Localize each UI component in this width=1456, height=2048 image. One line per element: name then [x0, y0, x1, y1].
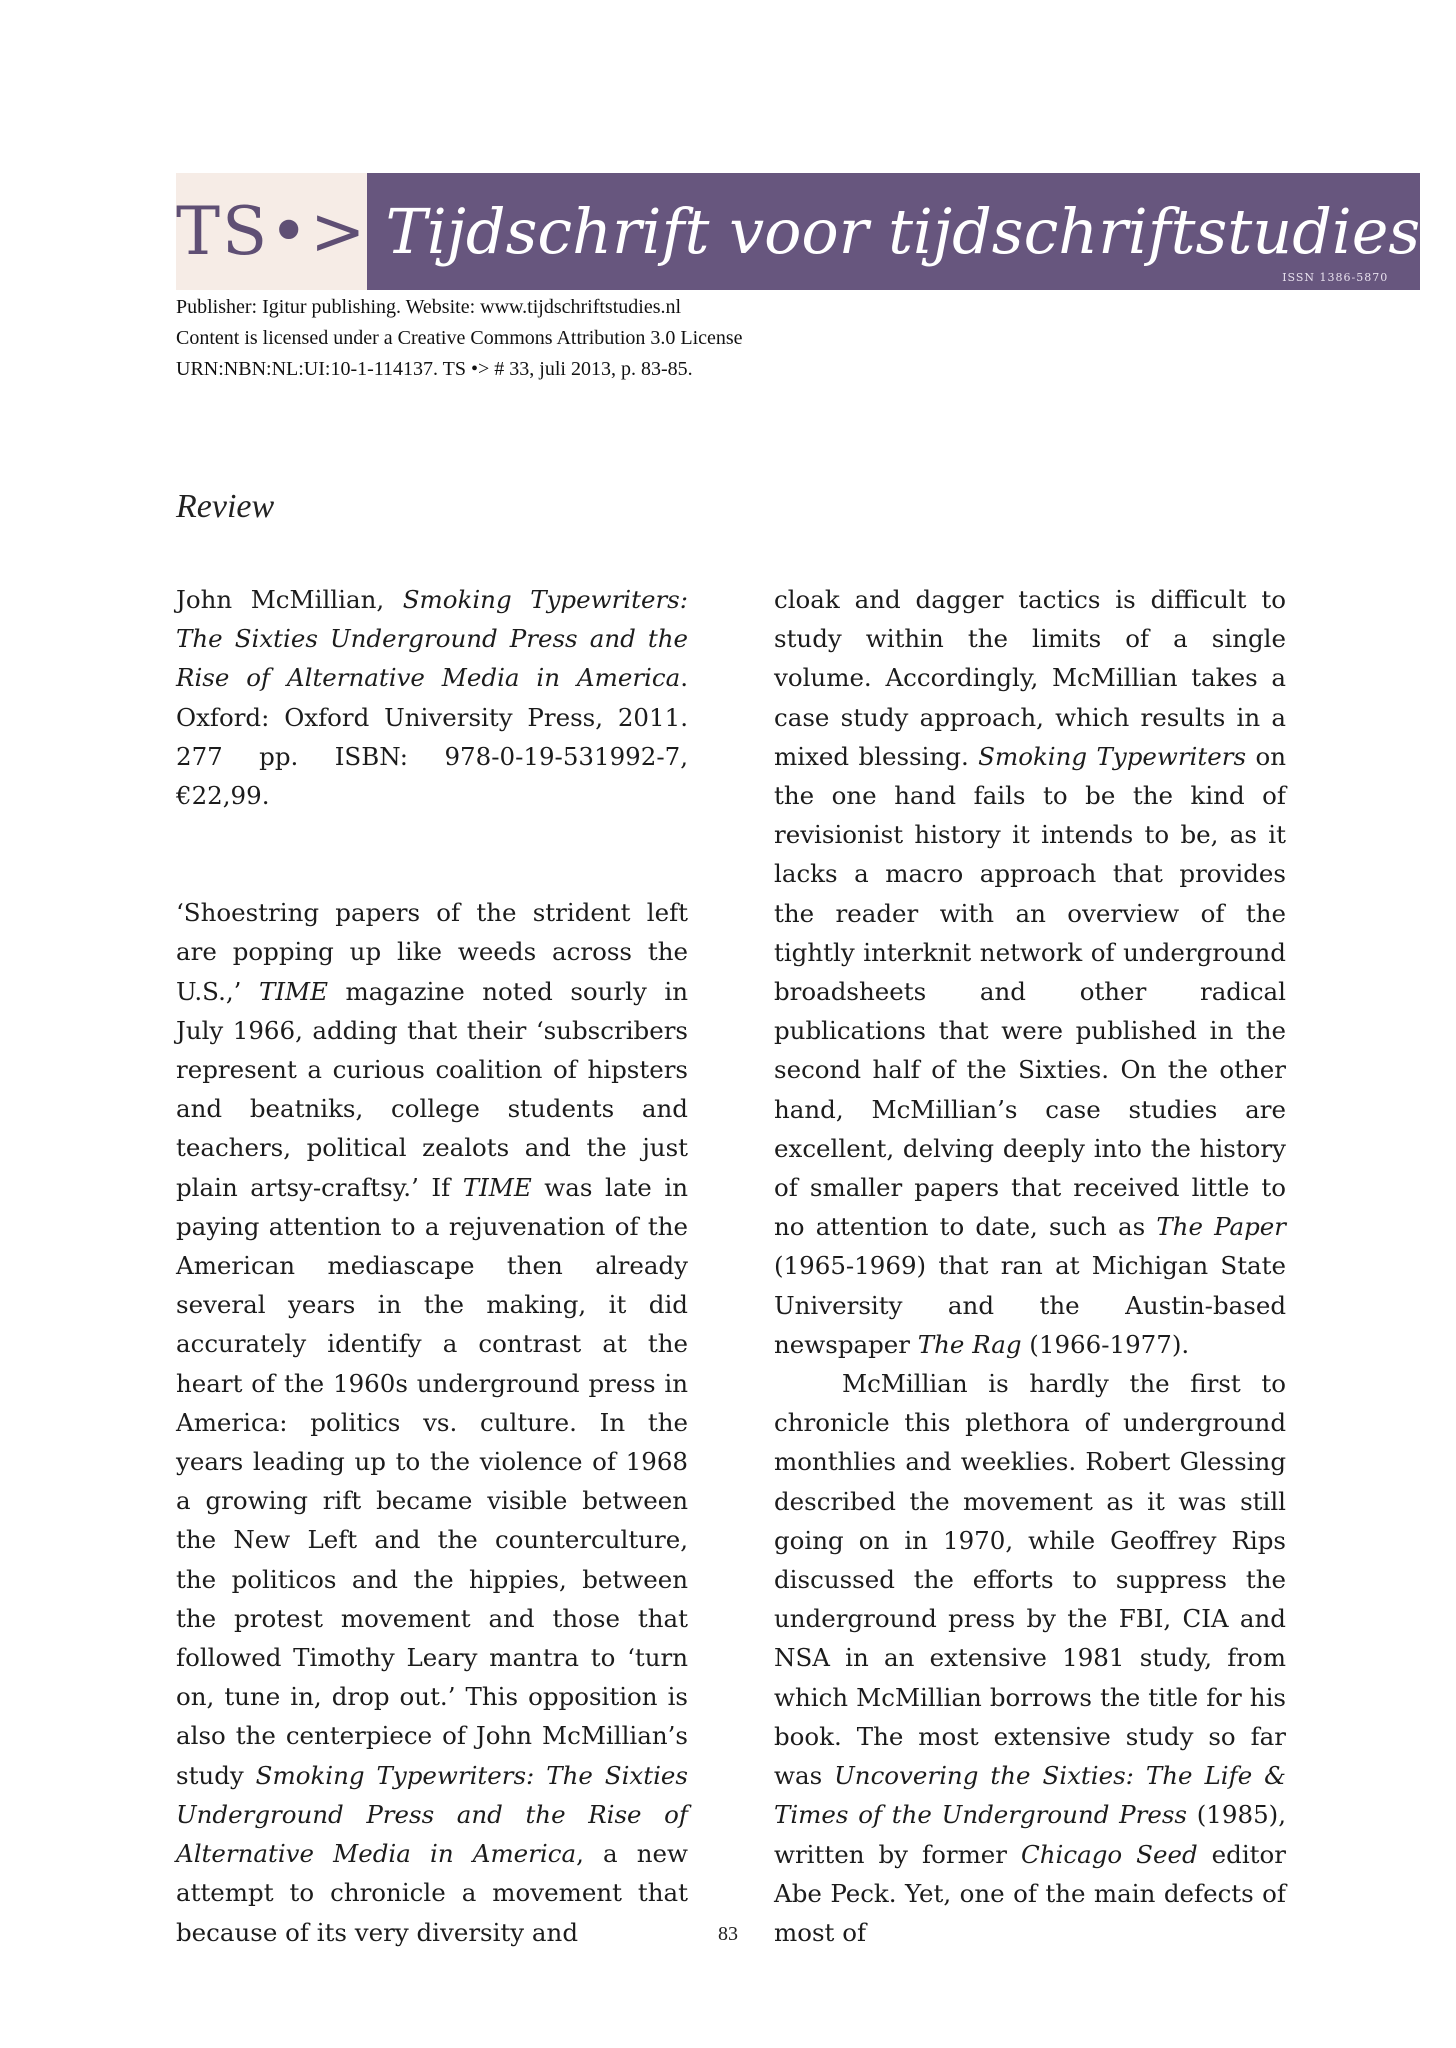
text-run: cloak and dagger tactics is difficult to study within the limits of a single volume. Accordingly, McMillian takes a case study approach, which results in a mixed blessing. [774, 585, 1286, 771]
page-number: 83 [718, 1923, 738, 1945]
italic-run: Uncovering the Sixties: The Life & Times of the Underground Press [774, 1761, 1286, 1830]
text-run: (1985), written by former [774, 1800, 1287, 1869]
italic-run: The Rag [917, 1329, 1022, 1359]
text-run: (1965-1969) that ran at Michigan State University and the Austin-based newspaper [774, 1251, 1286, 1359]
section-title: Review [176, 488, 275, 525]
book-citation [176, 580, 688, 815]
italic-run: Chicago Seed [1021, 1839, 1198, 1869]
left-column [176, 580, 688, 1952]
text-run: , a new attempt to chronicle a movement that because of its very diversity and [176, 1839, 688, 1947]
right-column [774, 580, 1286, 1952]
text-run: editor Abe Peck. Yet, one of the main defects of most of [774, 1839, 1286, 1947]
text-run: on the one hand fails to be the kind of revisionist history it intends to be, as it lacks a macro approach that provides the reader with an overview of the tightly interknit network of underground broadsheets and other radical publications that were published in the second half of the Sixties. On the other hand, McMillian’s case studies are excellent, delving deeply into the history of smaller papers that received little to no attention to date, such as [774, 741, 1286, 1242]
citation-details: . Oxford: Oxford University Press, 2011. 277 pp. ISBN: 978-0-19-531992-7, €22,99. [176, 663, 688, 811]
body-paragraph [774, 1364, 1286, 1952]
text-run: (1966-1977). [1021, 1329, 1190, 1359]
text-run: McMillian is hardly the first to chronicle this plethora of underground monthlies and weeklies. Robert Glessing described the movement as it was still going on in 1970, while Geoffrey Rips discussed the efforts to suppress the underground press by the FBI, CIA and NSA in an extensive 1981 study, from which McMillian borrows the title for his book. The most extensive study so far was [774, 1369, 1286, 1791]
publication-info [176, 292, 1276, 385]
body-paragraph [176, 893, 688, 1951]
publisher-line: Publisher: Igitur publishing. Website: www.tijdschriftstudies.nl [176, 296, 682, 318]
italic-run: TIME [462, 1172, 532, 1202]
text-run: ‘Shoestring papers of the strident left are popping up like weeds across the U.S.,’ [176, 898, 688, 1006]
urn-line: URN:NBN:NL:UI:10-1-114137. TS •> # 33, juli 2013, p. 83-85. [176, 358, 693, 380]
issn: ISSN 1386-5870 [1282, 271, 1389, 284]
citation-book-title: Smoking Typewriters: The Sixties Underground Press and the Rise of Alternative Media in America [176, 585, 689, 693]
journal-banner [176, 173, 1421, 290]
journal-logo: TS•> [176, 192, 368, 270]
license-line: Content is licensed under a Creative Commons Attribution 3.0 License [176, 327, 743, 349]
italic-run: The Paper [1156, 1212, 1287, 1242]
citation-author: John McMillian, [176, 585, 403, 614]
banner-logo-box [176, 173, 367, 290]
banner-title-box [367, 173, 1420, 290]
italic-run: TIME [259, 976, 329, 1006]
italic-run: Smoking Typewriters [978, 741, 1247, 771]
text-run: magazine noted sourly in July 1966, adding that their ‘subscribers represent a curious coalition of hipsters and beatniks, college students and teachers, political zealots and the just plain artsy-craftsy.’ If [176, 976, 689, 1202]
italic-run: Smoking Typewriters: The Sixties Underground Press and the Rise of Alternative Media in America [176, 1760, 688, 1869]
journal-title: Tijdschrift voor tijdschriftstudies [385, 194, 1421, 268]
body-paragraph [774, 580, 1286, 1364]
text-run: was late in paying attention to a rejuvenation of the American mediascape then already several years in the making, it did accurately identify a contrast at the heart of the 1960s underground press in America: politics vs. culture. In the years leading up to the violence of 1968 a growing rift became visible between the New Left and the counterculture, the politicos and the hippies, between the protest movement and those that followed Timothy Leary mantra to ‘turn on, tune in, drop out.’ This opposition is also the centerpiece of John McMillian’s study [176, 1172, 688, 1790]
